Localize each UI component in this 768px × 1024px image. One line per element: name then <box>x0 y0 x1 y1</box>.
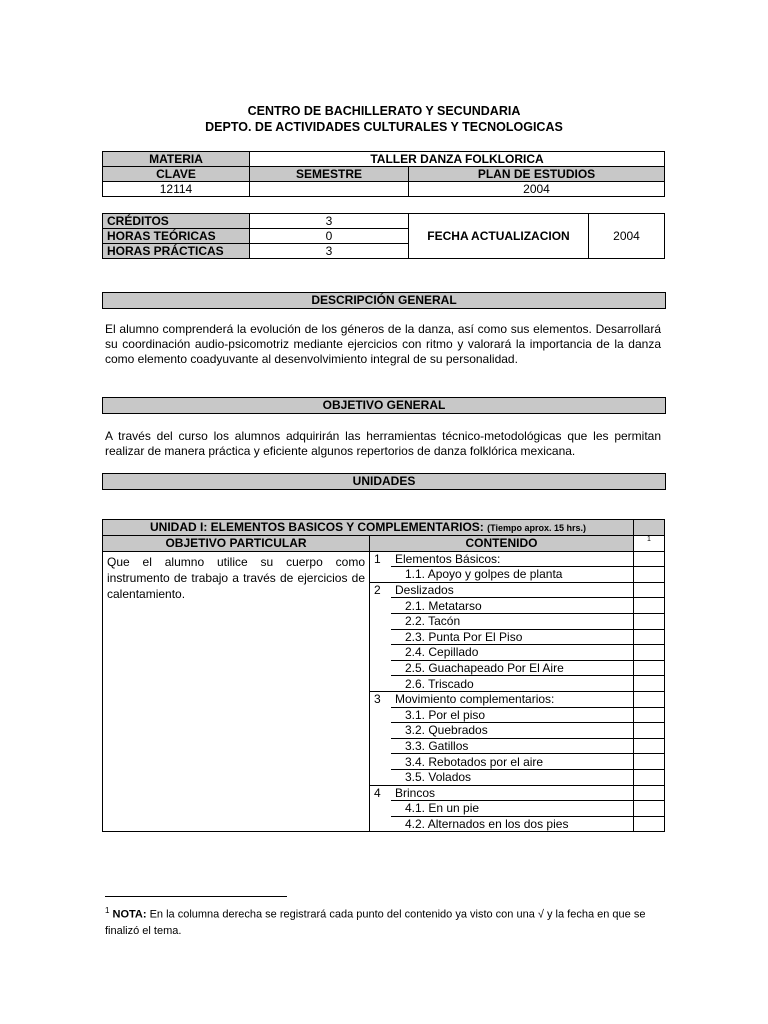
check-cell <box>634 645 665 661</box>
descripcion-text: El alumno comprenderá la evolución de los géneros de la danza, así como sus elementos. Desarrollará su coordinación audio-psicomotriz mediante ejercicios con ritmo y valorará la importancia de la danza como elemento coadyuvante al desenvolvimiento integral de su personalidad. <box>105 322 661 366</box>
check-cell <box>634 691 665 707</box>
plan-value: 2004 <box>409 182 665 197</box>
institution-title: CENTRO DE BACHILLERATO Y SECUNDARIA <box>247 104 521 118</box>
materia-value: TALLER DANZA FOLKLORICA <box>250 152 665 167</box>
content-item: 3.2. Quebrados <box>391 723 634 739</box>
semestre-label: SEMESTRE <box>250 167 409 182</box>
footnote-divider <box>105 896 287 897</box>
content-item: 3.1. Por el piso <box>391 707 634 723</box>
teoricas-value: 0 <box>250 229 409 244</box>
unit-title: UNIDAD I: ELEMENTOS BASICOS Y COMPLEMENTARIOS: <box>149 520 484 534</box>
fecha-value: 2004 <box>589 214 665 259</box>
credits-table <box>102 213 665 259</box>
content-number <box>370 660 392 676</box>
content-item: 2.5. Guachapeado Por El Aire <box>391 660 634 676</box>
footnote-bold: NOTA: <box>112 908 147 921</box>
content-item: Elementos Básicos: <box>391 551 634 567</box>
objetivo-heading: OBJETIVO GENERAL <box>102 397 666 414</box>
content-number <box>370 754 392 770</box>
materia-label: MATERIA <box>103 152 250 167</box>
check-cell <box>634 801 665 817</box>
practicas-value: 3 <box>250 244 409 259</box>
department-title: DEPTO. DE ACTIVIDADES CULTURALES Y TECNOLOGICAS <box>205 120 563 134</box>
content-item: 1.1. Apoyo y golpes de planta <box>391 567 634 583</box>
check-cell <box>634 567 665 583</box>
content-item: 2.3. Punta Por El Piso <box>391 629 634 645</box>
content-item: 3.4. Rebotados por el aire <box>391 754 634 770</box>
unit-table <box>102 519 665 832</box>
unit-title-mark-cell <box>634 520 665 536</box>
content-item: Deslizados <box>391 582 634 598</box>
creditos-value: 3 <box>250 214 409 229</box>
content-number <box>370 801 392 817</box>
content-item: 4.2. Alternados en los dos pies <box>391 816 634 832</box>
content-item: 2.4. Cepillado <box>391 645 634 661</box>
content-number <box>370 769 392 785</box>
content-number <box>370 567 392 583</box>
content-item: 2.1. Metatarso <box>391 598 634 614</box>
content-number <box>370 723 392 739</box>
content-number: 3 <box>370 691 392 707</box>
check-cell <box>634 598 665 614</box>
check-cell <box>634 676 665 692</box>
contenido-header: CONTENIDO <box>370 536 634 552</box>
content-number <box>370 816 392 832</box>
check-cell <box>634 629 665 645</box>
subject-info-table <box>102 151 665 197</box>
clave-label: CLAVE <box>103 167 250 182</box>
check-cell <box>634 785 665 801</box>
unidades-heading: UNIDADES <box>102 473 666 490</box>
content-item: 2.6. Triscado <box>391 676 634 692</box>
content-number <box>370 676 392 692</box>
unit-title-cell <box>103 520 634 536</box>
content-item: Movimiento complementarios: <box>391 691 634 707</box>
teoricas-label: HORAS TEÓRICAS <box>103 229 250 244</box>
objetivo-particular-header: OBJETIVO PARTICULAR <box>103 536 370 552</box>
practicas-label: HORAS PRÁCTICAS <box>103 244 250 259</box>
check-cell <box>634 769 665 785</box>
footnote <box>105 903 665 939</box>
check-cell <box>634 738 665 754</box>
content-item: 3.3. Gatillos <box>391 738 634 754</box>
descripcion-heading: DESCRIPCIÓN GENERAL <box>102 292 666 309</box>
check-cell <box>634 754 665 770</box>
objetivo-text: A través del curso los alumnos adquirirán las herramientas técnico-metodológicas que les permitan realizar de manera práctica y eficiente algunos repertorios de danza folklórica mexicana. <box>105 429 661 458</box>
content-item: 3.5. Volados <box>391 769 634 785</box>
check-cell <box>634 723 665 739</box>
content-number: 4 <box>370 785 392 801</box>
content-item: Brincos <box>391 785 634 801</box>
content-number: 1 <box>370 551 392 567</box>
content-number <box>370 598 392 614</box>
semestre-value <box>250 182 409 197</box>
fecha-label: FECHA ACTUALIZACION <box>409 214 589 259</box>
plan-label: PLAN DE ESTUDIOS <box>409 167 665 182</box>
content-item: 2.2. Tacón <box>391 613 634 629</box>
unit-time: (Tiempo aprox. 15 hrs.) <box>487 523 586 533</box>
content-number <box>370 645 392 661</box>
check-cell <box>634 613 665 629</box>
content-number: 2 <box>370 582 392 598</box>
check-cell <box>634 551 665 567</box>
check-cell <box>634 582 665 598</box>
objetivo-particular-text: Que el alumno utilice su cuerpo como instrumento de trabajo a través de ejercicios de calentamiento. <box>103 551 370 832</box>
check-cell <box>634 660 665 676</box>
content-number <box>370 629 392 645</box>
footnote-text: En la columna derecha se registrará cada punto del contenido ya visto con una √ y la fecha en que se finalizó el tema. <box>105 908 646 937</box>
content-number <box>370 613 392 629</box>
footnote-mark: 1 <box>105 906 110 915</box>
check-cell <box>634 707 665 723</box>
content-row <box>103 551 665 567</box>
content-item: 4.1. En un pie <box>391 801 634 817</box>
creditos-label: CRÉDITOS <box>103 214 250 229</box>
content-number <box>370 707 392 723</box>
content-number <box>370 738 392 754</box>
clave-value: 12114 <box>103 182 250 197</box>
footnote-ref-mark: 1 <box>634 536 665 552</box>
check-cell <box>634 816 665 832</box>
